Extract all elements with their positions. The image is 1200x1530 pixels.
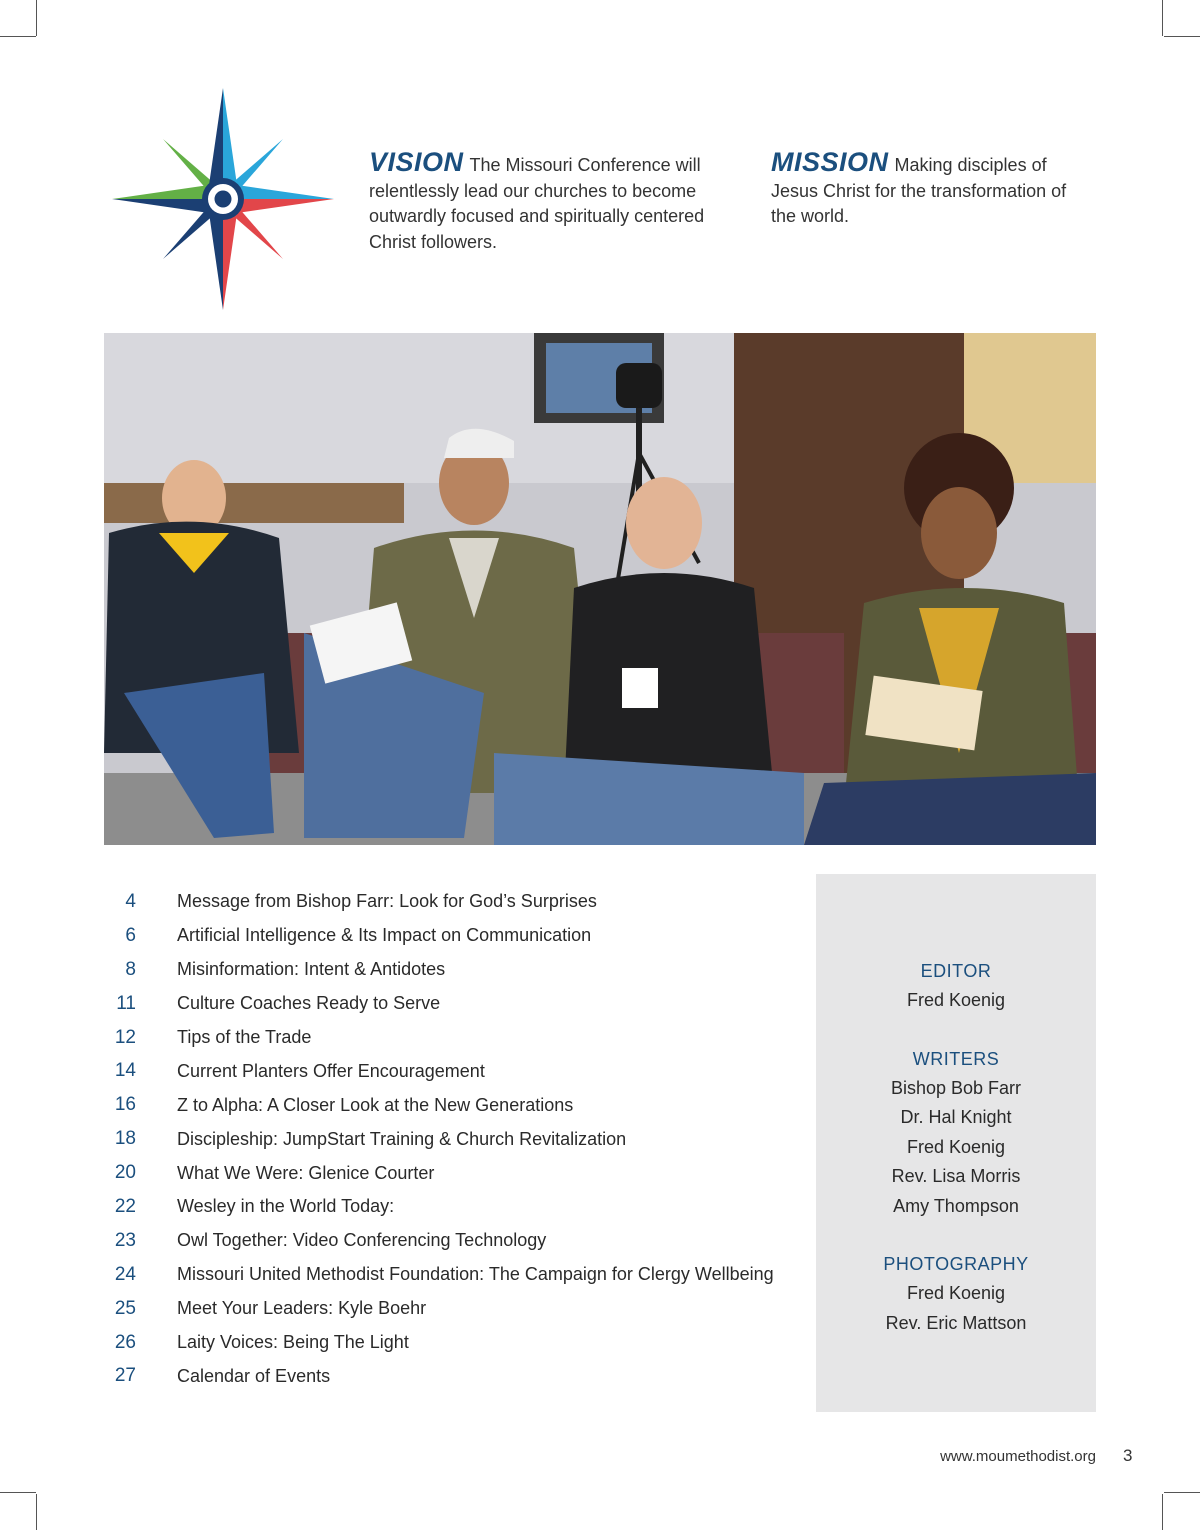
toc-item[interactable]: [104, 1292, 804, 1326]
toc-item[interactable]: [104, 1122, 804, 1156]
crop-mark: [1164, 36, 1200, 37]
crop-mark: [1162, 0, 1163, 36]
toc-item[interactable]: [104, 885, 804, 919]
toc-item[interactable]: [104, 1088, 804, 1122]
credits-panel: [816, 874, 1096, 1412]
feature-photo: [104, 333, 1096, 845]
toc-item[interactable]: [104, 1156, 804, 1190]
toc-title: Meet Your Leaders: Kyle Boehr: [177, 1298, 427, 1319]
toc-item[interactable]: [104, 1224, 804, 1258]
mission-text: Making disciples of Jesus Christ for the transformation of the world.: [771, 155, 1067, 226]
toc-item[interactable]: [104, 1021, 804, 1055]
photographer-name: Rev. Eric Mattson: [885, 1312, 1027, 1333]
toc-page-number: 4: [125, 890, 136, 912]
writer-name: Amy Thompson: [893, 1195, 1019, 1216]
crop-mark: [0, 1492, 36, 1493]
toc-item[interactable]: [104, 987, 804, 1021]
toc-page-number: 27: [114, 1365, 136, 1387]
toc-item[interactable]: [104, 953, 804, 987]
editor-name: Fred Koenig: [906, 990, 1006, 1010]
toc-page-number: 16: [114, 1094, 136, 1116]
toc-title: Calendar of Events: [177, 1365, 331, 1386]
toc-page-number: 24: [114, 1263, 136, 1285]
toc-title: Misinformation: Intent & Antidotes: [177, 959, 446, 980]
crop-mark: [0, 36, 36, 37]
toc-title: Tips of the Trade: [177, 1027, 312, 1047]
website-link[interactable]: www.moumethodist.org: [940, 1448, 1096, 1465]
toc-page-number: 12: [114, 1026, 136, 1048]
toc-item[interactable]: [104, 919, 804, 953]
page-number: 3: [1123, 1446, 1133, 1465]
toc-item[interactable]: [104, 1258, 804, 1292]
toc-title: Discipleship: JumpStart Training & Church Revitalization: [177, 1128, 627, 1149]
mission-keyword: MISSION: [771, 147, 889, 177]
crop-mark: [1162, 1494, 1163, 1530]
vision-text: The Missouri Conference will relentlessly lead our churches to become outwardly focused and spiritually centered Christ followers.: [369, 155, 705, 252]
toc-title: Laity Voices: Being The Light: [177, 1332, 409, 1353]
toc-page-number: 26: [114, 1331, 136, 1353]
compass-logo-icon: [108, 88, 338, 310]
editor-heading: EDITOR: [920, 961, 992, 981]
toc-page-number: 20: [114, 1162, 136, 1184]
toc-title: Artificial Intelligence & Its Impact on Communication: [177, 925, 592, 946]
toc-title: Wesley in the World Today:: [177, 1196, 395, 1217]
toc-page-number: 23: [114, 1229, 136, 1251]
photography-heading: PHOTOGRAPHY: [883, 1254, 1029, 1274]
toc-page-number: 14: [114, 1060, 136, 1082]
toc-item[interactable]: [104, 1054, 804, 1088]
photographer-name: Fred Koenig: [906, 1283, 1006, 1303]
toc-title: What We Were: Glenice Courter: [177, 1162, 435, 1183]
vision-keyword: VISION: [369, 147, 464, 177]
toc-page-number: 11: [116, 992, 136, 1014]
crop-mark: [36, 0, 37, 36]
writer-name: Rev. Lisa Morris: [891, 1166, 1021, 1186]
vision-statement: [369, 147, 729, 255]
toc-title: Missouri United Methodist Foundation: The Campaign for Clergy Wellbeing: [177, 1264, 774, 1285]
crop-mark: [1164, 1492, 1200, 1493]
toc-page-number: 6: [125, 924, 136, 946]
crop-mark: [36, 1494, 37, 1530]
toc-page-number: 22: [114, 1195, 136, 1217]
toc-title: Message from Bishop Farr: Look for God’s Surprises: [177, 891, 597, 912]
toc-page-number: 8: [125, 958, 136, 980]
writer-name: Bishop Bob Farr: [890, 1077, 1022, 1098]
writer-name: Dr. Hal Knight: [900, 1107, 1012, 1127]
toc-title: Z to Alpha: A Closer Look at the New Generations: [177, 1094, 574, 1115]
toc-item[interactable]: [104, 1359, 804, 1393]
toc-title: Current Planters Offer Encouragement: [177, 1060, 485, 1081]
mission-statement: [771, 147, 1071, 230]
toc-item[interactable]: [104, 1326, 804, 1360]
toc-title: Culture Coaches Ready to Serve: [177, 993, 441, 1014]
toc-title: Owl Together: Video Conferencing Technology: [177, 1230, 547, 1251]
table-of-contents: [104, 885, 804, 1393]
writer-name: Fred Koenig: [906, 1136, 1006, 1157]
writers-heading: WRITERS: [912, 1048, 1000, 1069]
toc-page-number: 18: [114, 1128, 136, 1150]
toc-page-number: 25: [114, 1297, 136, 1319]
toc-item[interactable]: [104, 1190, 804, 1224]
